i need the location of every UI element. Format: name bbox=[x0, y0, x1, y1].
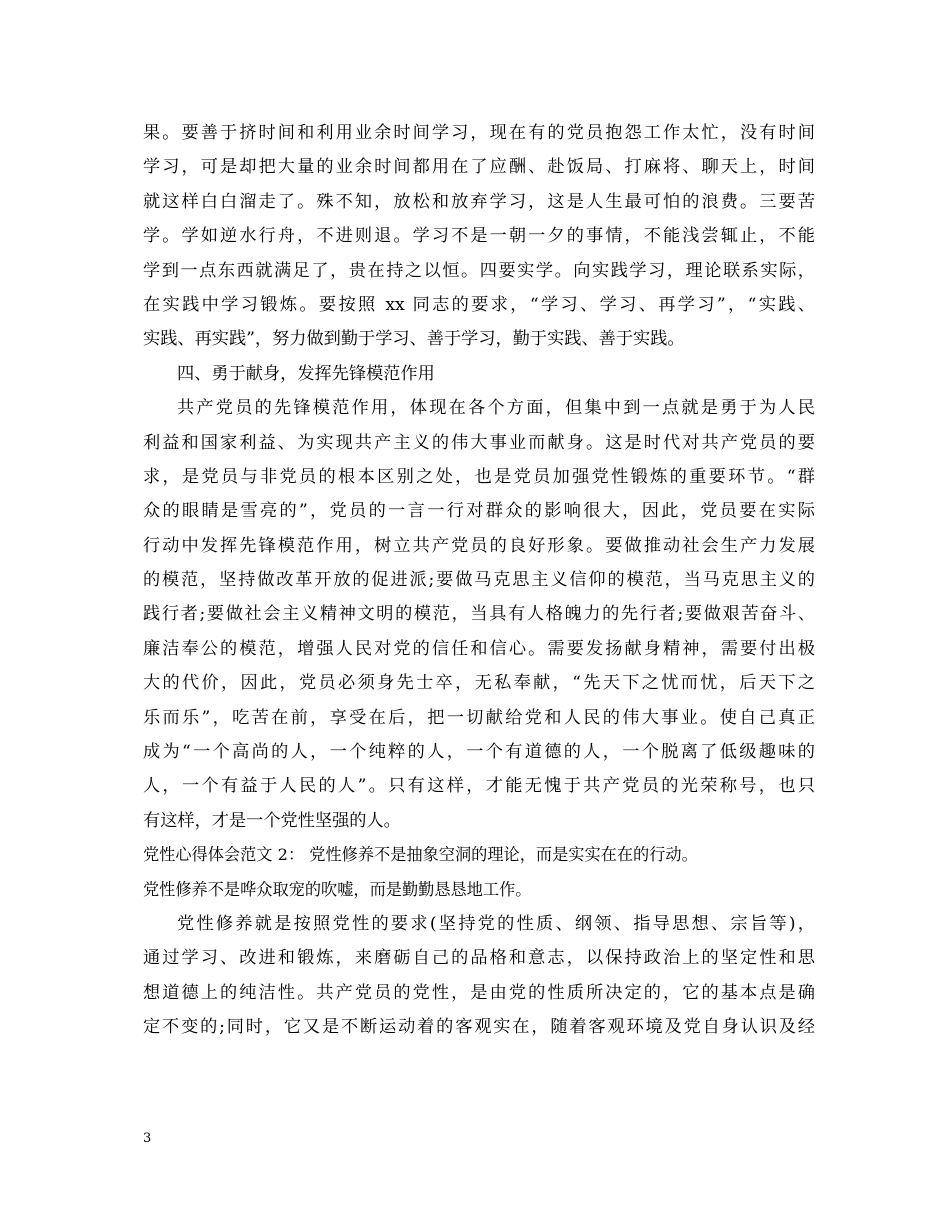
text-line: 党性心得体会范文 2： 党性修养不是抽象空洞的理论，而是实实在在的行动。 bbox=[143, 845, 698, 865]
text-line: 践行者;要做社会主义精神文明的模范，当具有人格魄力的先行者;要做艰苦奋斗、 bbox=[143, 604, 815, 625]
page-number: 3 bbox=[143, 1131, 152, 1146]
text-line: 党性修养不是哗众取宠的吹嘘，而是勤勤恳恳地工作。 bbox=[143, 879, 532, 899]
text-line: 利益和国家利益、为实现共产主义的伟大事业而献身。这是时代对共产党员的要 bbox=[143, 432, 815, 453]
text-line: 大的代价，因此，党员必须身先士卒，无私奉献，“先天下之忧而忧，后天下之 bbox=[143, 673, 815, 694]
text-line: 学到一点东西就满足了，贵在持之以恒。四要实学。向实践学习，理论联系实际， bbox=[143, 260, 815, 281]
text-line: 想道德上的纯洁性。共产党员的党性，是由党的性质所决定的，它的基本点是确 bbox=[143, 982, 815, 1003]
text-line: 人，一个有益于人民的人”。只有这样，才能无愧于共产党员的光荣称号，也只 bbox=[143, 776, 815, 797]
text-line: 通过学习、改进和锻炼，来磨砺自己的品格和意志，以保持政治上的坚定性和思 bbox=[143, 948, 815, 969]
text-line: 廉洁奉公的模范，增强人民对党的信任和信心。需要发扬献身精神，需要付出极 bbox=[143, 638, 815, 659]
text-line: 党性修养就是按照党性的要求(坚持党的性质、纲领、指导思想、宗旨等)， bbox=[177, 913, 815, 934]
text-line: 学。学如逆水行舟，不进则退。学习不是一朝一夕的事情，不能浅尝辄止，不能 bbox=[143, 226, 815, 247]
text-line: 就这样白白溜走了。殊不知，放松和放弃学习，这是人生最可怕的浪费。三要苦 bbox=[143, 191, 815, 212]
text-line: 实践、再实践”，努力做到勤于学习、善于学习，勤于实践、善于实践。 bbox=[143, 329, 685, 350]
text-line: 果。要善于挤时间和利用业余时间学习，现在有的党员抱怨工作太忙，没有时间 bbox=[143, 123, 815, 143]
text-line: 共产党员的先锋模范作用，体现在各个方面，但集中到一点就是勇于为人民 bbox=[177, 398, 815, 419]
text-line: 行动中发挥先锋模范作用，树立共产党员的良好形象。要做推动社会生产力发展 bbox=[143, 535, 815, 556]
body-text bbox=[143, 116, 815, 1045]
text-line: 众的眼睛是雪亮的”，党员的一言一行对群众的影响很大，因此，党员要在实际 bbox=[143, 501, 815, 522]
text-line: 乐而乐”，吃苦在前，享受在后，把一切献给党和人民的伟大事业。使自己真正 bbox=[143, 707, 815, 728]
text-line: 定不变的;同时，它又是不断运动着的客观实在，随着客观环境及党自身认识及经 bbox=[143, 1017, 815, 1038]
text-line: 在实践中学习锻炼。要按照 xx 同志的要求，“学习、学习、再学习”，“实践、 bbox=[143, 294, 815, 315]
text-line: 的模范，坚持做改革开放的促进派;要做马克思主义信仰的模范，当马克思主义的 bbox=[143, 570, 815, 591]
text-line: 学习，可是却把大量的业余时间都用在了应酬、赴饭局、打麻将、聊天上，时间 bbox=[143, 157, 815, 178]
text-line: 四、勇于献身，发挥先锋模范作用 bbox=[177, 363, 435, 384]
text-line: 求，是党员与非党员的根本区别之处，也是党员加强党性锻炼的重要环节。“群 bbox=[143, 466, 815, 487]
text-line: 有这样，才是一个党性坚强的人。 bbox=[143, 810, 401, 831]
text-line: 成为“一个高尚的人，一个纯粹的人，一个有道德的人，一个脱离了低级趣味的 bbox=[143, 742, 815, 763]
